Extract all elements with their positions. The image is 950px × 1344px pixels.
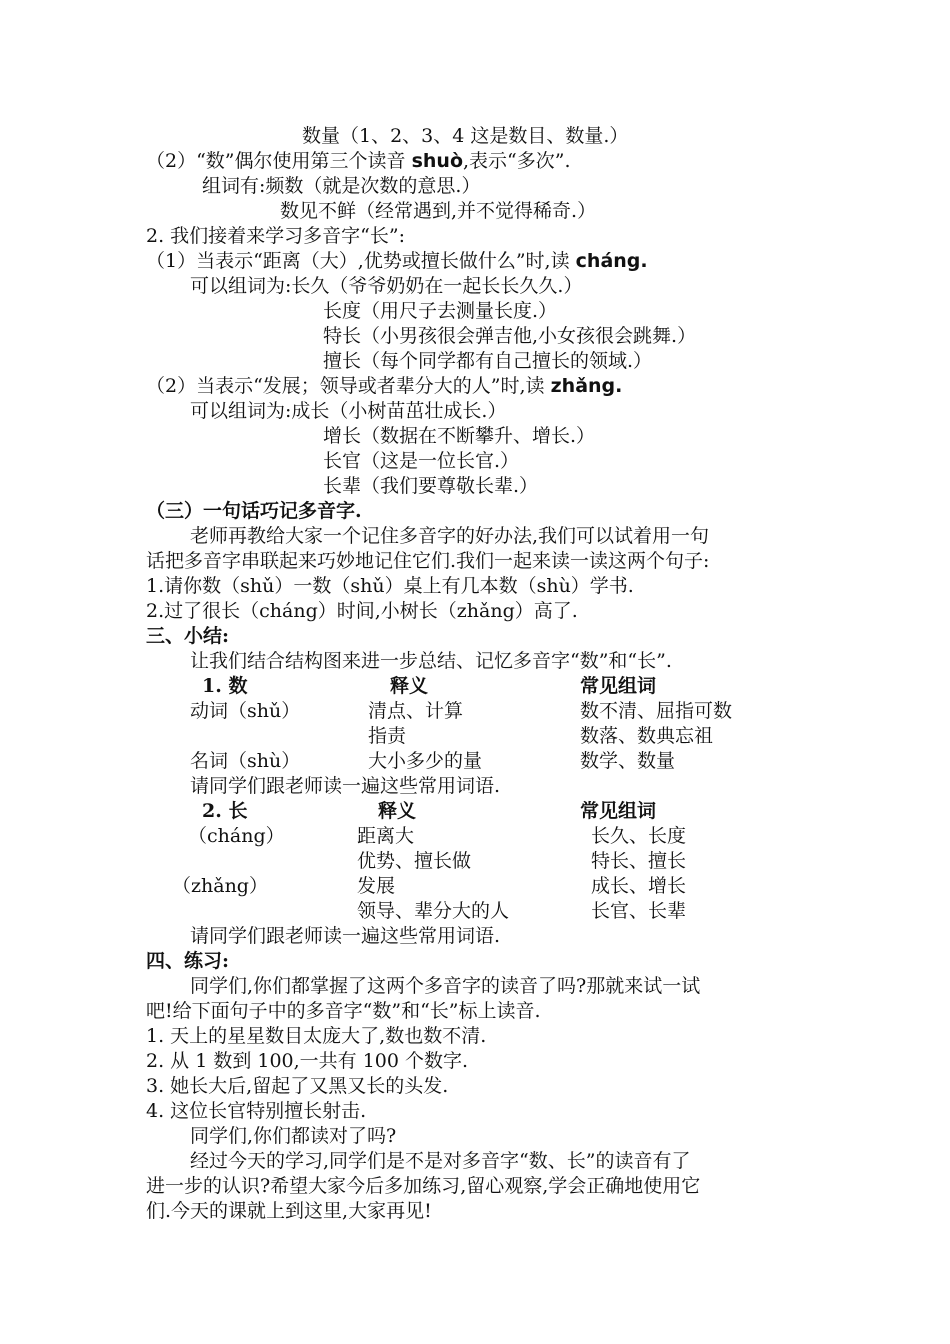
table-cell: 特长、擅长 [591,850,687,872]
text-line: 增长（数据在不断攀升、增长.） [323,425,596,447]
text-line: 2.过了很长（cháng）时间,小树长（zhǎng）高了. [146,600,578,622]
list-item: 3. 她长大后,留起了又黑又长的头发. [146,1075,449,1097]
table-header: 释义 [390,675,429,697]
text-line [146,249,648,273]
section-heading: 2. 我们接着来学习多音字“长”: [146,225,405,247]
text-line: 擅长（每个同学都有自己擅长的领域.） [323,350,653,372]
table-cell: 动词（shǔ） [190,700,301,722]
table-cell: 数落、数典忘祖 [580,725,714,747]
text-line: 吧!给下面句子中的多音字“数”和“长”标上读音. [146,1000,541,1022]
text-line: 让我们结合结构图来进一步总结、记忆多音字“数”和“长”. [190,650,672,672]
text-line: 数见不鲜（经常遇到,并不觉得稀奇.） [280,200,597,222]
table-cell: 指责 [368,725,407,747]
text-line: 数量（1、2、3、4 这是数目、数量.） [302,125,629,147]
text-line: 组词有:频数（就是次数的意思.） [202,175,481,197]
table-cell: 长久、长度 [591,825,687,847]
text-line: 1.请你数（shǔ）一数（shǔ）桌上有几本数（shù）学书. [146,575,634,597]
table-header: 常见组词 [580,800,657,822]
text-line: 进一步的认识?希望大家今后多加练习,留心观察,学会正确地使用它 [146,1175,701,1197]
text-span: ,表示“多次”. [463,150,571,172]
table-cell: 数学、数量 [580,750,676,772]
table-header: 2. 长 [202,800,248,822]
text-line: 请同学们跟老师读一遍这些常用词语. [190,775,501,797]
text-line: 话把多音字串联起来巧妙地记住它们.我们一起来读一读这两个句子: [146,550,710,572]
table-header: 1. 数 [202,675,248,697]
text-line: 同学们,你们都读对了吗? [190,1125,397,1147]
section-heading: 三、小结: [146,625,230,647]
text-line: 老师再教给大家一个记住多音字的好办法,我们可以试着用一句 [190,525,710,547]
list-item: 1. 天上的星星数目太庞大了,数也数不清. [146,1025,487,1047]
table-cell: 发展 [357,875,396,897]
text-line: 特长（小男孩很会弹吉他,小女孩很会跳舞.） [323,325,697,347]
text-line: 长度（用尺子去测量长度.） [323,300,558,322]
table-cell: 名词（shù） [190,750,301,772]
table-cell: 大小多少的量 [368,750,483,772]
text-line: 长辈（我们要尊敬长辈.） [323,475,539,497]
table-cell: 数不清、屈指可数 [580,700,733,722]
table-cell: （zhǎng） [172,875,268,897]
table-header: 释义 [378,800,417,822]
section-heading: 四、练习: [146,950,230,972]
table-cell: 成长、增长 [591,875,687,897]
list-item: 2. 从 1 数到 100,一共有 100 个数字. [146,1050,469,1072]
table-cell: 清点、计算 [368,700,464,722]
table-cell: 领导、辈分大的人 [357,900,510,922]
table-cell: 距离大 [357,825,415,847]
text-line [146,374,622,398]
pinyin: shuò [411,150,463,172]
list-item: 4. 这位长官特别擅长射击. [146,1100,367,1122]
text-line: 同学们,你们都掌握了这两个多音字的读音了吗?那就来试一试 [190,975,701,997]
text-line: 可以组词为:成长（小树苗茁壮成长.） [190,400,507,422]
pinyin: cháng. [575,250,648,272]
text-span: （1）当表示“距离（大）,优势或擅长做什么”时,读 [146,250,570,272]
table-cell: （cháng） [188,825,285,847]
text-span: （2）当表示“发展；领导或者辈分大的人”时,读 [146,375,545,397]
table-cell: 优势、擅长做 [357,850,472,872]
section-heading: （三）一句话巧记多音字. [146,500,362,522]
table-cell: 长官、长辈 [591,900,687,922]
text-line: 请同学们跟老师读一遍这些常用词语. [190,925,501,947]
text-line: 经过今天的学习,同学们是不是对多音字“数、长”的读音有了 [190,1150,691,1172]
text-line [146,149,571,173]
text-line: 长官（这是一位长官.） [323,450,520,472]
text-span: （2）“数”偶尔使用第三个读音 [146,150,406,172]
table-header: 常见组词 [580,675,657,697]
text-line: 可以组词为:长久（爷爷奶奶在一起长长久久.） [190,275,583,297]
pinyin: zhǎng. [550,375,623,397]
text-line: 们.今天的课就上到这里,大家再见! [146,1200,432,1222]
